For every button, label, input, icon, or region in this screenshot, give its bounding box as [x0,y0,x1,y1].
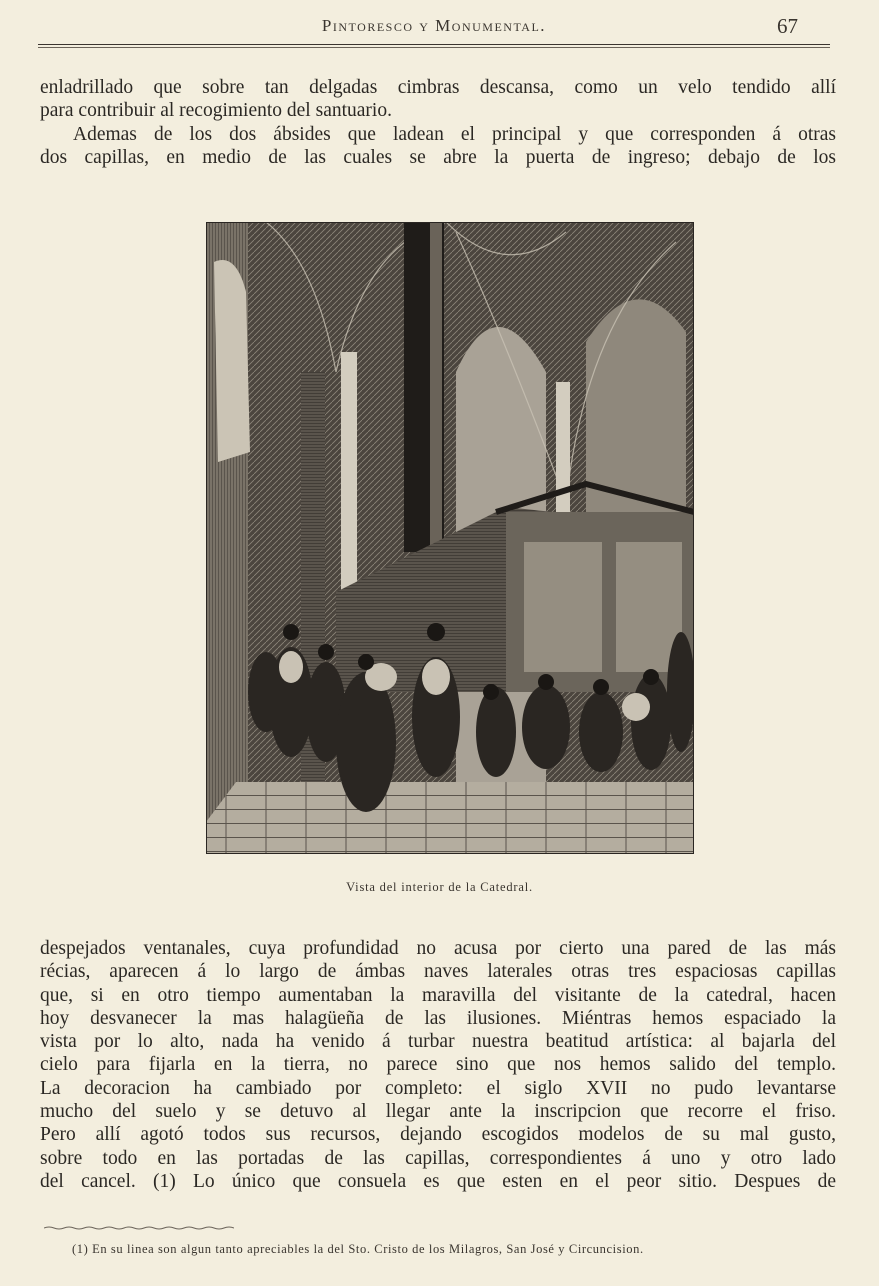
cathedral-interior-engraving [206,222,694,854]
text-line: del cancel. (1) Lo único que consuela es que esten en el peor sitio. Despues de [40,1170,836,1192]
text-line: Pero allí agotó todos sus recursos, dejando escogidos modelos de su mal gusto, [40,1124,836,1146]
running-header [38,14,830,44]
page-number: 67 [777,14,798,38]
text-line: Ademas de los dos ábsides que ladean el principal y que corresponden á otras [73,123,836,145]
text-line: dos capillas, en medio de las cuales se abre la puerta de ingreso; debajo de los [40,146,836,168]
engraving-illustration [206,222,694,854]
text-line: sobre todo en las portadas de las capillas, correspondientes á uno y otro lado [40,1147,836,1169]
figure-caption: Vista del interior de la Catedral. [346,880,533,894]
text-line: hoy desvanecer la mas halagüeña de las ilusiones. Miéntras hemos espaciado la [40,1007,836,1029]
header-rule-thin [38,47,830,48]
footnote-rule [44,1226,234,1230]
text-line: La decoracion ha cambiado por completo: el siglo XVII no pudo levantarse [40,1077,836,1099]
footnote: (1) En su linea son algun tanto apreciables la del Sto. Cristo de los Milagros, San José y Circuncision. [72,1242,644,1256]
text-line: récias, aparecen á lo largo de ámbas naves laterales otras tres espaciosas capillas [40,961,836,983]
text-line: cielo para fijarla en la tierra, no parece sino que nos hemos salido del templo. [40,1054,836,1076]
text-line: enladrillado que sobre tan delgadas cimbras descansa, como un velo tendido allí [40,77,836,98]
header-rule [38,44,830,45]
text-line: mucho del suelo y se detuvo al llegar ante la inscripcion que recorre el friso. [40,1101,836,1123]
paragraph-1 [40,76,836,169]
paragraph-3 [40,937,836,1193]
text-line: para contribuir al recogimiento del santuario. [40,100,392,122]
text-line: despejados ventanales, cuya profundidad no acusa por cierto una pared de las más [40,938,836,959]
text-line: que, si en otro tiempo aumentaban la maravilla del visitante de la catedral, hacen [40,984,836,1006]
running-title: Pintoresco y Monumental. [321,16,547,35]
text-line: vista por lo alto, nada ha venido á turbar nuestra beatitud artística: al bajarla del [40,1031,836,1053]
